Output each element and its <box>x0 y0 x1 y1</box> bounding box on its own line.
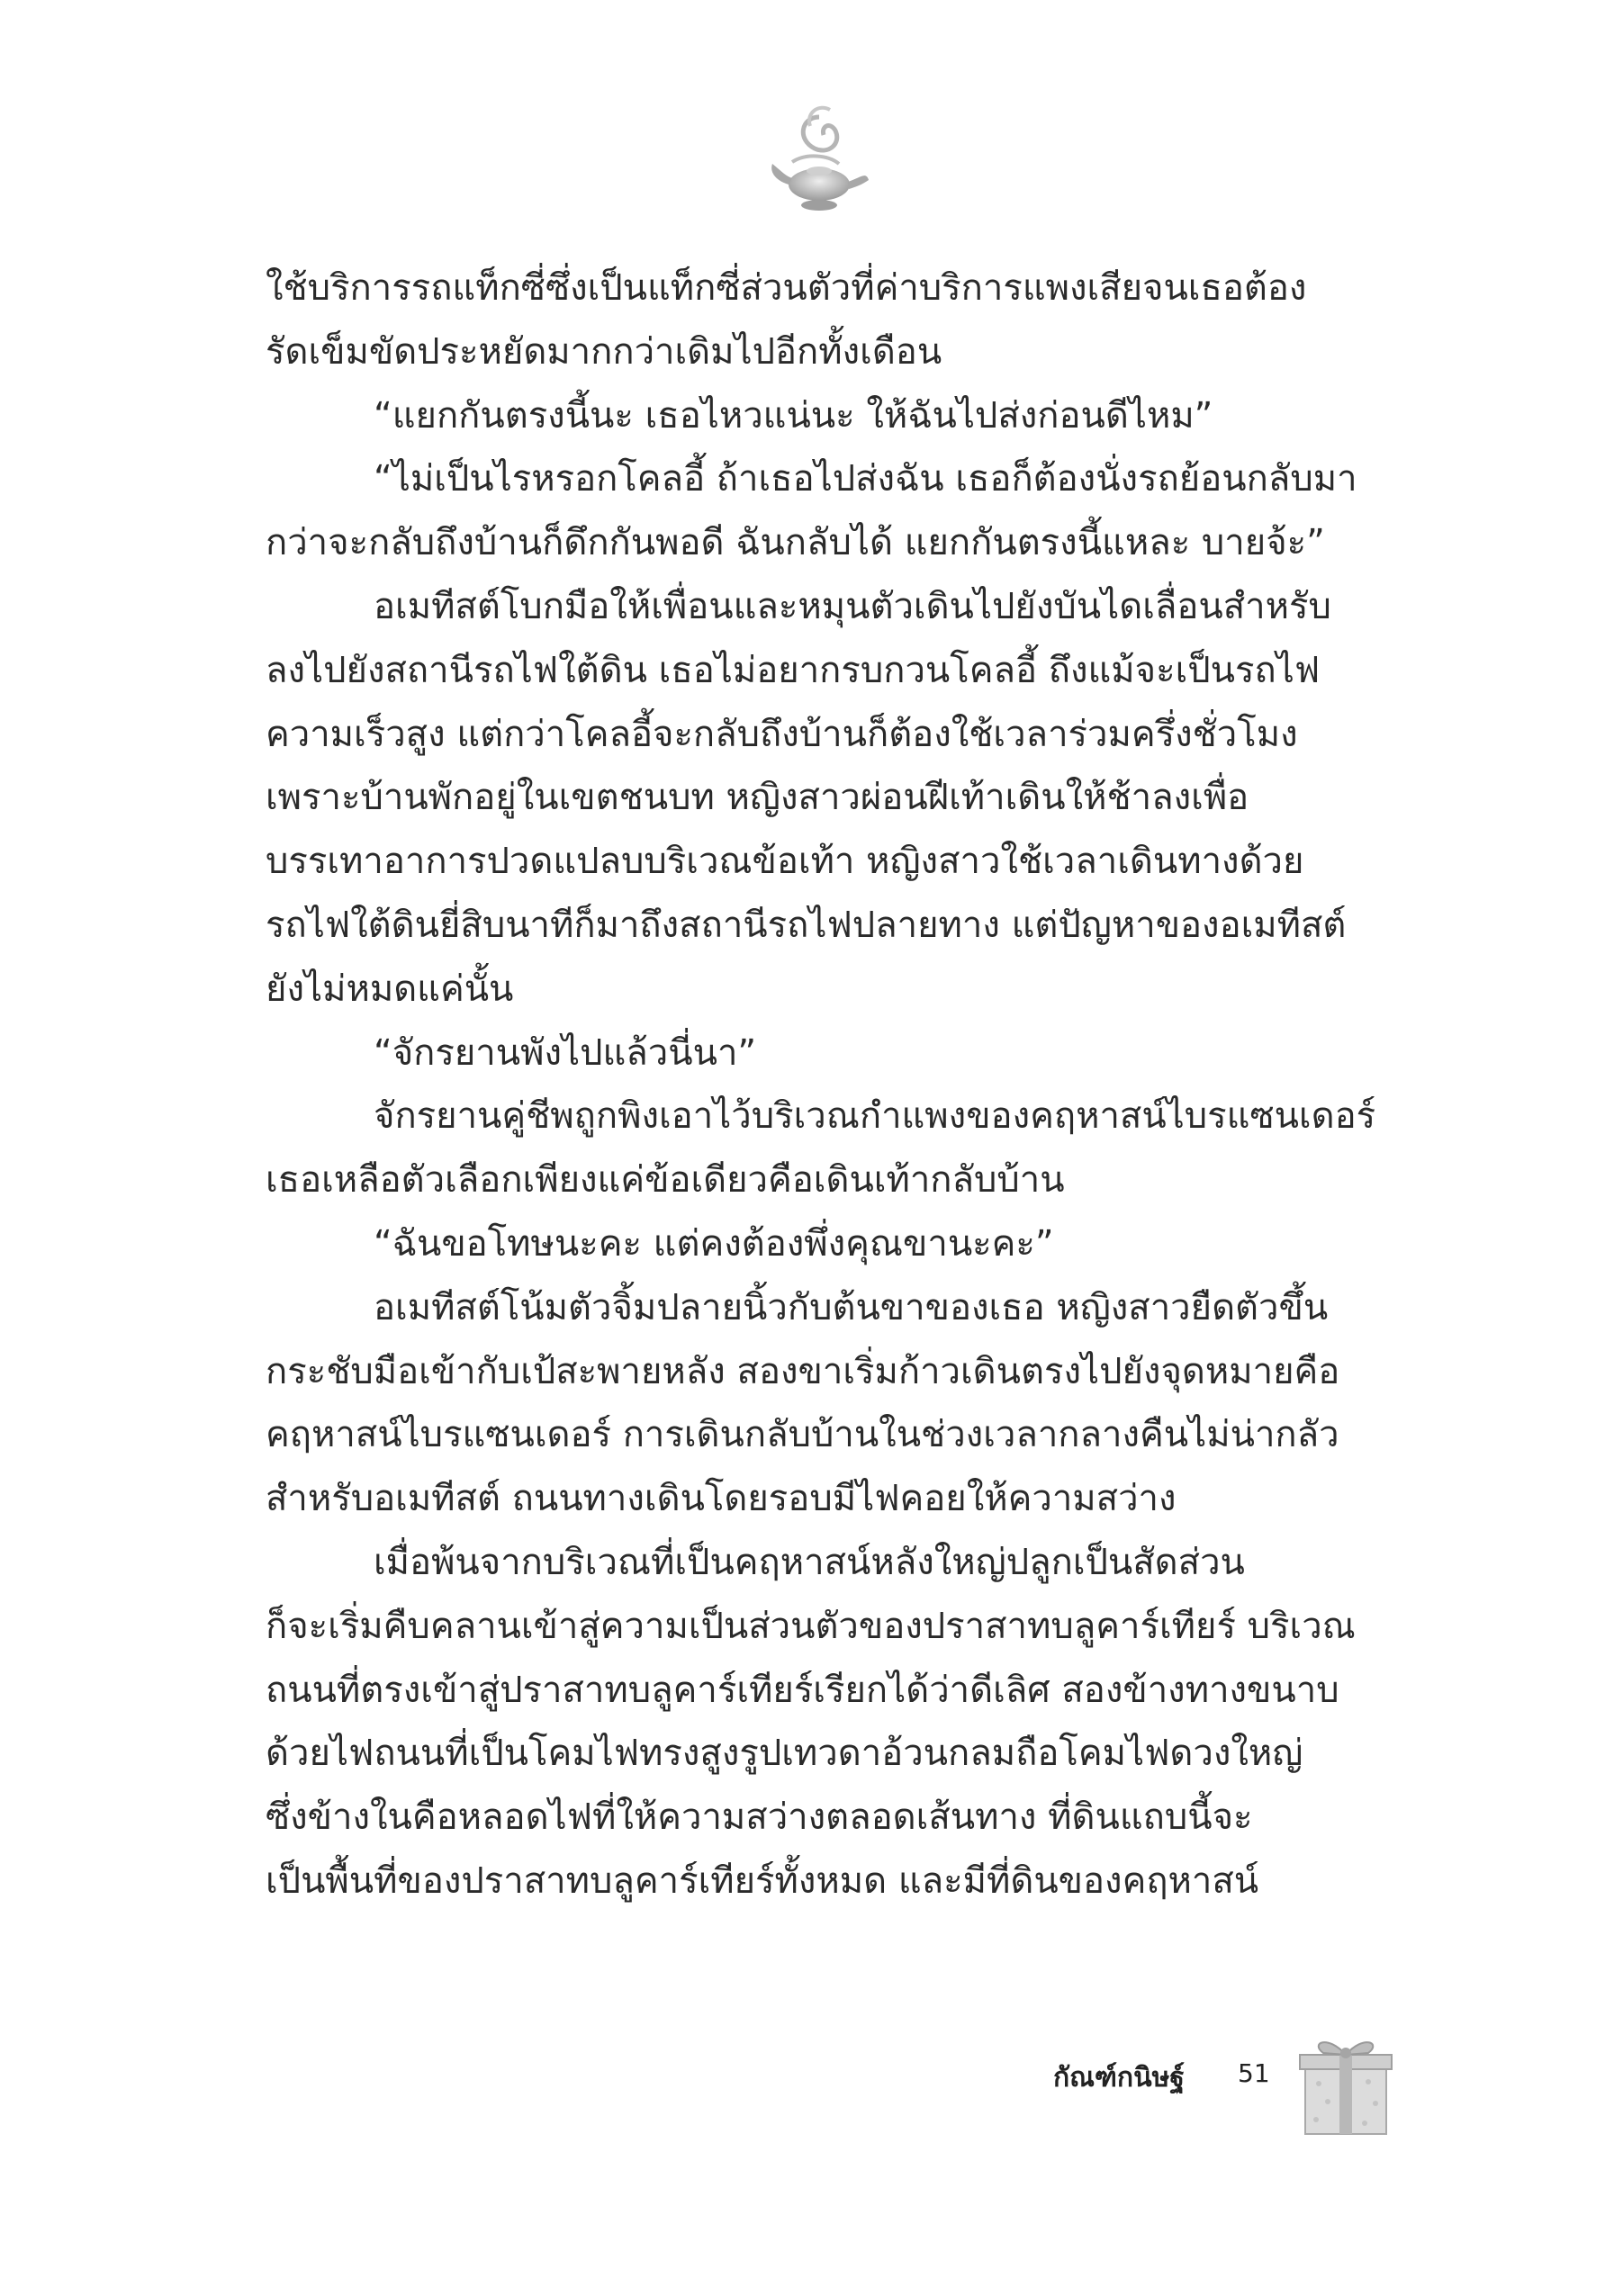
text-line: “แยกกันตรงนี้นะ เธอไหวแน่นะ ให้ฉันไปส่งก่อนดีไหม” <box>374 394 1213 437</box>
text-line: ใช้บริการรถแท็กซี่ซึ่งเป็นแท็กซี่ส่วนตัวที่ค่าบริการแพงเสียจนเธอต้อง <box>266 267 1307 309</box>
text-line: “จักรยานพังไปแล้วนี่นา” <box>374 1031 757 1074</box>
magic-lamp-icon <box>765 99 873 234</box>
text-line: เธอเหลือตัวเลือกเพียงแค่ข้อเดียวคือเดินเท้ากลับบ้าน <box>266 1159 1065 1202</box>
text-line: กว่าจะกลับถึงบ้านก็ดึกกันพอดี ฉันกลับได้ แยกกันตรงนี้แหละ บายจ้ะ” <box>266 522 1325 564</box>
text-line: ด้วยไฟถนนที่เป็นโคมไฟทรงสูงรูปเทวดาอ้วนกลมถือโคมไฟดวงใหญ่ <box>266 1733 1303 1775</box>
text-line: ซึ่งข้างในคือหลอดไฟที่ให้ความสว่างตลอดเส้นทาง ที่ดินแถบนี้จะ <box>266 1796 1253 1839</box>
text-line: อเมทีสต์โน้มตัวจิ้มปลายนิ้วกับต้นขาของเธอ หญิงสาวยืดตัวขึ้น <box>374 1286 1329 1328</box>
text-line: กระชับมือเข้ากับเป้สะพายหลัง สองขาเริ่มก้าวเดินตรงไปยังจุดหมายคือ <box>266 1350 1340 1392</box>
text-line: สำหรับอเมทีสต์ ถนนทางเดินโดยรอบมีไฟคอยให้ความสว่าง <box>266 1478 1177 1520</box>
text-line: ความเร็วสูง แต่กว่าโคลอี้จะกลับถึงบ้านก็ต้องใช้เวลาร่วมครึ่งชั่วโมง <box>266 713 1298 755</box>
footer-book-title: กัณฑ์กนิษฐ์ <box>1053 2062 1185 2093</box>
gift-box-icon <box>1296 2030 1395 2138</box>
text-line: จักรยานคู่ชีพถูกพิงเอาไว้บริเวณกำแพงของคฤหาสน์ไบรแซนเดอร์ <box>374 1095 1376 1138</box>
page-number: 51 <box>1238 2058 1270 2088</box>
body-text <box>266 257 1400 1913</box>
text-line: ลงไปยังสถานีรถไฟใต้ดิน เธอไม่อยากรบกวนโคลอี้ ถึงแม้จะเป็นรถไฟ <box>266 649 1321 691</box>
text-line: คฤหาสน์ไบรแซนเดอร์ การเดินกลับบ้านในช่วงเวลากลางคืนไม่น่ากลัว <box>266 1414 1339 1456</box>
text-line: บรรเทาอาการปวดแปลบบริเวณข้อเท้า หญิงสาวใช้เวลาเดินทางด้วย <box>266 841 1304 883</box>
text-line: เพราะบ้านพักอยู่ในเขตชนบท หญิงสาวผ่อนฝีเท้าเดินให้ช้าลงเพื่อ <box>266 777 1249 819</box>
text-line: อเมทีสต์โบกมือให้เพื่อนและหมุนตัวเดินไปยังบันไดเลื่อนสำหรับ <box>374 585 1331 627</box>
text-line: รถไฟใต้ดินยี่สิบนาทีก็มาถึงสถานีรถไฟปลายทาง แต่ปัญหาของอเมทีสต์ <box>266 904 1347 946</box>
text-line: เมื่อพ้นจากบริเวณที่เป็นคฤหาสน์หลังใหญ่ปลูกเป็นสัดส่วน <box>374 1541 1245 1583</box>
text-line: เป็นพื้นที่ของปราสาทบลูคาร์เทียร์ทั้งหมด และมีที่ดินของคฤหาสน์ <box>266 1859 1259 1902</box>
text-line: ก็จะเริ่มคืบคลานเข้าสู่ความเป็นส่วนตัวของปราสาทบลูคาร์เทียร์ บริเวณ <box>266 1605 1356 1647</box>
text-line: ยังไม่หมดแค่นั้น <box>266 968 514 1010</box>
text-line: รัดเข็มขัดประหยัดมากกว่าเดิมไปอีกทั้งเดือน <box>266 330 942 373</box>
text-line: “ไม่เป็นไรหรอกโคลอี้ ถ้าเธอไปส่งฉัน เธอก็ต้องนั่งรถย้อนกลับมา <box>374 458 1357 500</box>
text-line: ถนนที่ตรงเข้าสู่ปราสาทบลูคาร์เทียร์เรียกได้ว่าดีเลิศ สองข้างทางขนาบ <box>266 1669 1339 1711</box>
text-line: “ฉันขอโทษนะคะ แต่คงต้องพึ่งคุณขานะคะ” <box>374 1222 1054 1265</box>
